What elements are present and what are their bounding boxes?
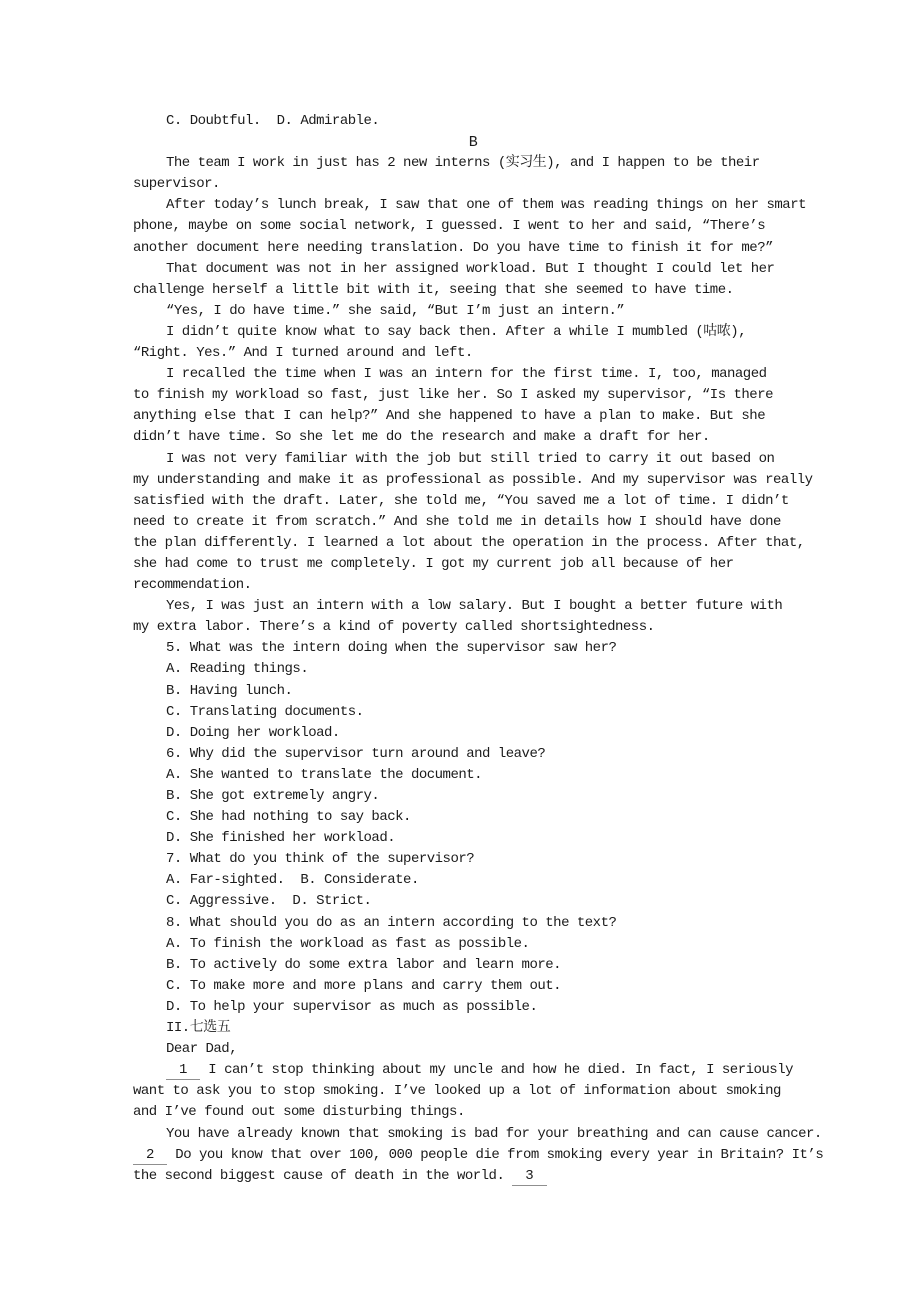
text-line: satisfied with the draft. Later, she told me, “You saved me a lot of time. I didn’t [133, 492, 789, 509]
text-line: she had come to trust me completely. I got my current job all because of her [133, 555, 734, 572]
text-line: A. Reading things. [166, 661, 309, 678]
text-line: the plan differently. I learned a lot about the operation in the process. After that, [133, 534, 805, 551]
text-line: You have already known that smoking is bad for your breathing and can cause cancer. [166, 1125, 822, 1142]
text-line: “Right. Yes.” And I turned around and left. [133, 345, 473, 362]
text-line: 5. What was the intern doing when the supervisor saw her? [166, 640, 617, 657]
fill-in-blank: 3 [512, 1168, 546, 1186]
text-line: I recalled the time when I was an intern for the first time. I, too, managed [166, 366, 767, 383]
text-line: my extra labor. There’s a kind of poverty called shortsightedness. [133, 619, 655, 636]
text-line: II.七选五 [166, 1020, 231, 1037]
text-line: A. To finish the workload as fast as possible. [166, 935, 530, 952]
text-line: my understanding and make it as professional as possible. And my supervisor was really [133, 471, 813, 488]
text-line: After today’s lunch break, I saw that one of them was reading things on her smart [166, 197, 807, 214]
text-line: C. Aggressive. D. Strict. [166, 893, 372, 910]
text-line: didn’t have time. So she let me do the research and make a draft for her. [133, 429, 710, 446]
text-line: 6. Why did the supervisor turn around and leave? [166, 745, 546, 762]
text-line: supervisor. [133, 176, 220, 193]
document-body [133, 111, 824, 1187]
text-segment: I can’t stop thinking about my uncle and how he died. In fact, I seriously [200, 1062, 794, 1079]
text-line: The team I work in just has 2 new interns (实习生), and I happen to be their [166, 155, 760, 172]
text-line: and I’ve found out some disturbing things. [133, 1104, 465, 1121]
passage-label: B [468, 134, 478, 152]
text-line [133, 1060, 813, 1081]
text-line: 8. What should you do as an intern according to the text? [166, 914, 617, 931]
text-line: want to ask you to stop smoking. I’ve looked up a lot of information about smoking [133, 1083, 781, 1100]
text-line: A. Far-sighted. B. Considerate. [166, 872, 419, 889]
text-line: anything else that I can help?” And she happened to have a plan to make. But she [133, 408, 766, 425]
text-line: challenge herself a little bit with it, seeing that she seemed to have time. [133, 281, 734, 298]
text-line: 7. What do you think of the supervisor? [166, 851, 475, 868]
text-line: A. She wanted to translate the document. [166, 766, 483, 783]
text-line: C. To make more and more plans and carry them out. [166, 977, 562, 994]
text-line: B. To actively do some extra labor and learn more. [166, 956, 562, 973]
text-line: C. Doubtful. D. Admirable. [166, 113, 380, 129]
fill-in-blank: 1 [166, 1062, 200, 1080]
text-line: C. She had nothing to say back. [166, 809, 411, 826]
text-line: Dear Dad, [166, 1041, 238, 1058]
text-line: another document here needing translation. Do you have time to finish it for me?” [133, 239, 774, 256]
text-line: B. Having lunch. [166, 682, 293, 699]
text-line: B. She got extremely angry. [166, 788, 380, 804]
text-line: That document was not in her assigned workload. But I thought I could let her [166, 260, 775, 277]
text-line: to finish my workload so fast, just like her. So I asked my supervisor, “Is there [133, 387, 774, 404]
text-line: D. To help your supervisor as much as possible. [166, 998, 538, 1015]
text-segment: Do you know that over 100, 000 people die from smoking every year in Britain? It’s [167, 1146, 824, 1163]
text-segment: the second biggest cause of death in the world. [133, 1167, 513, 1184]
text-line: I didn’t quite know what to say back then. After a while I mumbled (咕哝), [166, 323, 747, 340]
text-line [133, 1145, 824, 1166]
fill-in-blank: 2 [133, 1147, 167, 1165]
text-line: “Yes, I do have time.” she said, “But I’m just an intern.” [166, 302, 625, 319]
text-line: D. Doing her workload. [166, 724, 340, 741]
text-line: D. She finished her workload. [166, 830, 396, 847]
text-line: need to create it from scratch.” And she told me in details how I should have done [133, 513, 781, 530]
text-line: recommendation. [133, 577, 252, 594]
text-line [133, 1166, 813, 1187]
text-line: Yes, I was just an intern with a low salary. But I bought a better future with [166, 598, 783, 615]
text-line: phone, maybe on some social network, I guessed. I went to her and said, “There’s [133, 218, 766, 235]
text-line: C. Translating documents. [166, 703, 364, 720]
text-line: I was not very familiar with the job but still tried to carry it out based on [166, 450, 775, 467]
